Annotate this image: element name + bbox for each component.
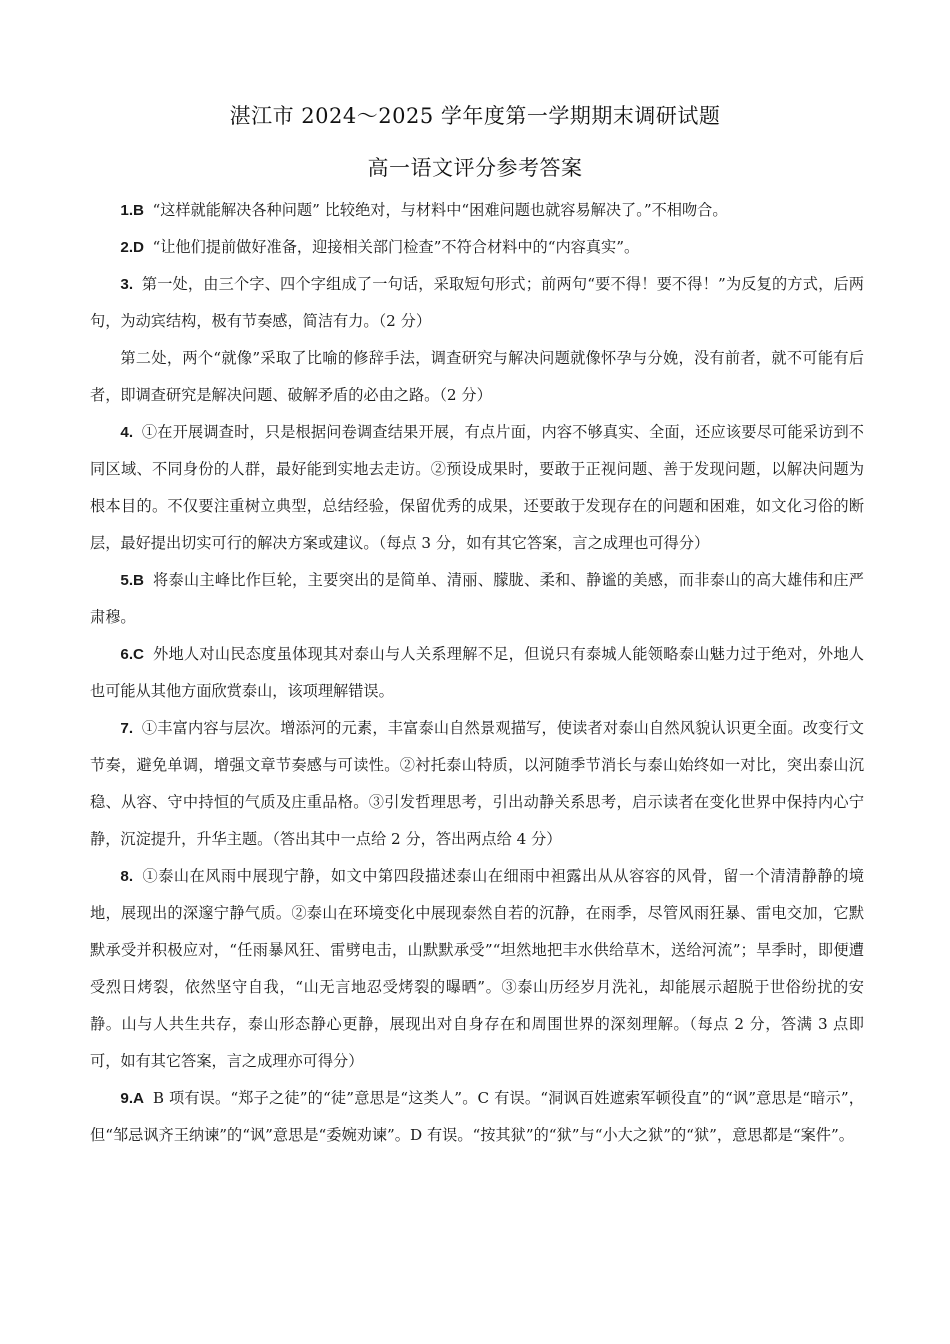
- answer-item-1: [90, 192, 864, 229]
- answer-text: 第一处，由三个字、四个字组成了一句话，采取短句形式；前两句“要不得！要不得！”为反复的方式，后两句，为动宾结构，极有节奏感，简洁有力。（2 分）: [90, 275, 864, 330]
- answer-number: 8.: [120, 868, 134, 885]
- answer-text: “这样就能解决各种问题” 比较绝对，与材料中“困难问题也就容易解决了。”不相吻合。: [152, 201, 728, 219]
- answer-item-4: [90, 414, 864, 562]
- answer-item-9: [90, 1080, 864, 1154]
- answer-text: B 项有误。“郑子之徒”的“徒”意思是“这类人”。C 有误。“洞讽百姓遮索军顿役直”的“讽”意思是“暗示”，但“邹忌讽齐王纳谏”的“讽”意思是“委婉劝谏”。D 有误。“按其狱”的“狱”与“小大之狱”的“狱”，意思都是“案件”。: [90, 1089, 864, 1144]
- answer-item-7: [90, 710, 864, 858]
- answer-text: 外地人对山民态度虽体现其对泰山与人关系理解不足，但说只有泰城人能领略泰山魅力过于绝对，外地人也可能从其他方面欣赏泰山，该项理解错误。: [90, 645, 864, 700]
- answer-item-3: [90, 266, 864, 340]
- answer-number: 3.: [120, 276, 134, 293]
- answer-text: ①丰富内容与层次。增添河的元素，丰富泰山自然景观描写，使读者对泰山自然风貌认识更全面。改变行文节奏，避免单调，增强文章节奏感与可读性。②衬托泰山特质，以河随季节消长与泰山始终如一对比，突出泰山沉稳、从容、守中持恒的气质及庄重品格。③引发哲理思考，引出动静关系思考，启示读者在变化世界中保持内心宁静，沉淀提升，升华主题。（答出其中一点给 2 分，答出两点给 4 分）: [90, 719, 864, 848]
- answer-text: 第二处，两个“就像”采取了比喻的修辞手法，调查研究与解决问题就像怀孕与分娩，没有前者，就不可能有后者，即调查研究是解决问题、破解矛盾的必由之路。（2 分）: [90, 349, 864, 404]
- document-title: 湛江市 2024～2025 学年度第一学期期末调研试题: [229, 104, 721, 128]
- answer-text: ①泰山在风雨中展现宁静，如文中第四段描述泰山在细雨中袒露出从从容容的风骨，留一个清清静静的境地，展现出的深邃宁静气质。②泰山在环境变化中展现泰然自若的沉静，在雨季，尽管风雨狂暴、雷电交加，它默默承受并积极应对，“任雨暴风狂、雷劈电击，山默默承受”“坦然地把丰水供给草木，送给河流”；旱季时，即便遭受烈日烤裂，依然坚守自我，“山无言地忍受烤裂的曝晒”。③泰山历经岁月洗礼，却能展示超脱于世俗纷扰的安静。山与人共生共存，泰山形态静心更静，展现出对自身存在和周围世界的深刻理解。（每点 2 分，答满 3 点即可，如有其它答案，言之成理亦可得分）: [90, 867, 865, 1070]
- answer-item-6: [90, 636, 864, 710]
- answer-text: 将泰山主峰比作巨轮，主要突出的是简单、清丽、朦胧、柔和、静谧的美感，而非泰山的高大雄伟和庄严肃穆。: [90, 571, 864, 626]
- answer-number: 1.B: [120, 202, 145, 219]
- document-subtitle: 高一语文评分参考答案: [367, 156, 583, 180]
- answer-number: 2.D: [120, 239, 145, 256]
- answer-number: 4.: [120, 424, 134, 441]
- answer-item-3-part-2: [90, 340, 864, 414]
- answer-number: 7.: [120, 720, 134, 737]
- answer-number: 9.A: [120, 1090, 145, 1107]
- answer-item-5: [90, 562, 864, 636]
- answer-text: “让他们提前做好准备，迎接相关部门检查”不符合材料中的“内容真实”。: [152, 238, 640, 256]
- answer-item-8: [90, 858, 864, 1080]
- answer-number: 6.C: [120, 646, 145, 663]
- answer-text: ①在开展调查时，只是根据问卷调查结果开展，有点片面，内容不够真实、全面，还应该要尽可能采访到不同区域、不同身份的人群，最好能到实地去走访。②预设成果时，要敢于正视问题、善于发现问题，以解决问题为根本目的。不仅要注重树立典型，总结经验，保留优秀的成果，还要敢于发现存在的问题和困难，如文化习俗的断层，最好提出切实可行的解决方案或建议。（每点 3 分，如有其它答案，言之成理也可得分）: [90, 423, 864, 552]
- answer-list: [90, 192, 864, 1154]
- answer-number: 5.B: [120, 572, 145, 589]
- answer-item-2: [90, 229, 864, 266]
